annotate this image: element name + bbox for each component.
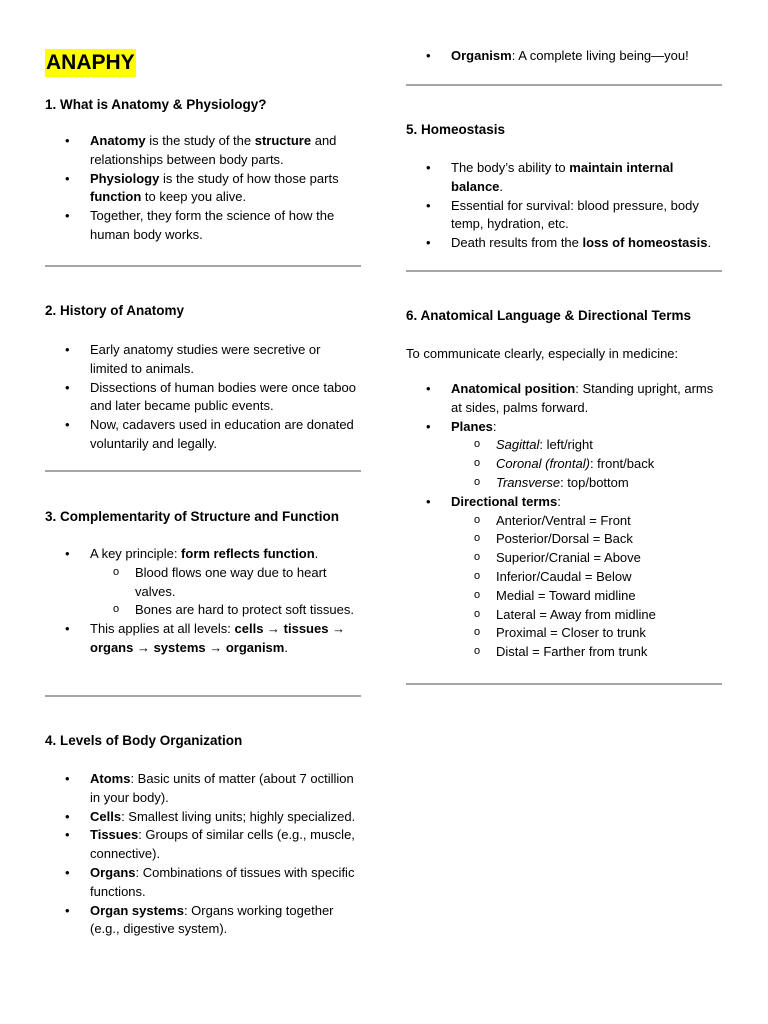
list-item: • Together, they form the science of how the human body works. [45, 207, 361, 245]
section-heading: 1. What is Anatomy & Physiology? [45, 97, 267, 112]
sub-list-item: o Proximal = Closer to trunk [451, 624, 722, 643]
section-divider [45, 265, 361, 267]
plane-name: Sagittal [496, 437, 540, 453]
section-heading: 2. History of Anatomy [45, 303, 185, 318]
sub-list-item: o Superior/Cranial = Above [451, 549, 722, 568]
sub-list-item: o Medial = Toward midline [451, 587, 722, 606]
bullet-list [45, 770, 361, 939]
bullet-list [45, 341, 361, 454]
section-heading: 6. Anatomical Language & Directional Terms [406, 308, 692, 323]
sub-list-item [451, 455, 722, 474]
list-item: • Dissections of human bodies were once taboo and later became public events. [45, 379, 361, 417]
term: Anatomy [90, 133, 146, 148]
text: : [492, 418, 497, 434]
list-item [45, 864, 361, 902]
section-history-of-anatomy [45, 302, 361, 454]
text: . [707, 235, 712, 251]
section-divider [45, 695, 361, 697]
text: : left/right [539, 437, 593, 453]
text: . [284, 639, 288, 655]
section-levels-of-organization [45, 732, 361, 939]
term: Organs [90, 864, 136, 880]
section-divider [45, 470, 361, 472]
list-item [406, 493, 722, 662]
list-item: • Now, cadavers used in education are donated voluntarily and legally. [45, 416, 361, 454]
bullet-list [406, 380, 722, 662]
text: This applies at all levels: [90, 621, 235, 637]
text: : Organs working together (e.g., digestive system). [90, 902, 334, 937]
list-item [406, 159, 722, 197]
text: is the study of how those parts [159, 170, 339, 186]
bullet-list [406, 47, 722, 66]
text: : Standing upright, arms at sides, palms forward. [451, 381, 714, 415]
list-item [45, 620, 361, 658]
sub-list [451, 512, 722, 662]
sub-list-item: o Posterior/Dorsal = Back [451, 530, 722, 549]
term: Anatomical position [451, 381, 576, 396]
list-item [406, 380, 722, 418]
section-divider [406, 84, 722, 86]
sub-list-item [451, 436, 722, 455]
list-item [406, 234, 722, 253]
section-divider [406, 683, 722, 685]
text: A key principle: [90, 546, 182, 561]
section-heading: 4. Levels of Body Organization [45, 733, 243, 748]
list-item [45, 808, 361, 827]
term: Cells [90, 808, 122, 824]
sub-list-item: o Inferior/Caudal = Below [451, 568, 722, 587]
sub-list-item: o Bones are hard to protect soft tissues. [90, 601, 361, 620]
text: The body’s ability to [451, 160, 570, 175]
term: structure [254, 133, 312, 148]
list-item [406, 418, 722, 493]
section-anatomical-language [406, 307, 722, 662]
term: cells → tissues → organs → systems → organism [90, 621, 346, 655]
term: function [90, 189, 142, 205]
text: Death results from the [451, 235, 583, 251]
text: : Basic units of matter (about 7 octillion in your body). [90, 771, 354, 805]
bullet-list [45, 545, 361, 658]
sub-list-item: o Blood flows one way due to heart valves. [90, 564, 361, 602]
text: is the study of the [145, 133, 255, 148]
list-item [45, 170, 361, 208]
section-homeostasis [406, 121, 722, 253]
term: form reflects function [181, 546, 315, 561]
list-item: • Early anatomy studies were secretive or limited to animals. [45, 341, 361, 379]
text: : A complete living being—you! [511, 48, 689, 63]
text: : Groups of similar cells (e.g., muscle, connective). [90, 827, 355, 862]
text: : Smallest living units; highly specialized. [121, 808, 356, 824]
term: Directional terms [451, 493, 558, 509]
sub-list-item: o Anterior/Ventral = Front [451, 512, 722, 531]
title-wrap [45, 49, 136, 77]
term: maintain internal balance [451, 160, 674, 194]
term: loss of homeostasis [582, 235, 708, 251]
sub-list [451, 436, 722, 492]
text: and relationships between body parts. [90, 133, 337, 167]
bullet-list [406, 159, 722, 253]
term: Organism [451, 48, 512, 63]
list-item [45, 770, 361, 808]
document-title: ANAPHY [45, 49, 136, 77]
sub-list [90, 564, 361, 620]
bullet-list [45, 132, 361, 245]
list-item [45, 902, 361, 940]
text: to keep you alive. [141, 189, 247, 205]
text: : [557, 493, 561, 509]
text: . [499, 178, 504, 194]
section-divider [406, 270, 722, 272]
text: : top/bottom [560, 474, 629, 490]
section-structure-function [45, 508, 361, 658]
term: Tissues [90, 827, 139, 843]
section-heading: 5. Homeostasis [406, 122, 506, 137]
plane-name: Coronal (frontal) [496, 456, 590, 472]
list-item [45, 826, 361, 864]
plane-name: Transverse [496, 474, 561, 490]
section-intro: To communicate clearly, especially in medicine: [406, 346, 679, 361]
section-levels-continued [406, 47, 722, 66]
sub-list-item: o Lateral = Away from midline [451, 606, 722, 625]
term: Atoms [90, 771, 131, 786]
term: Planes [451, 418, 493, 434]
list-item [45, 545, 361, 620]
term: Organ systems [90, 902, 184, 918]
term: Physiology [90, 170, 160, 186]
text: . [314, 546, 319, 561]
section-heading: 3. Complementarity of Structure and Function [45, 509, 340, 524]
text: : front/back [589, 456, 655, 472]
list-item [406, 47, 722, 66]
text: : Combinations of tissues with specific functions. [90, 864, 355, 899]
sub-list-item [451, 474, 722, 493]
list-item: • Essential for survival: blood pressure, body temp, hydration, etc. [406, 197, 722, 235]
sub-list-item: o Distal = Farther from trunk [451, 643, 722, 662]
list-item [45, 132, 361, 170]
section-what-is-anatomy [45, 96, 361, 245]
